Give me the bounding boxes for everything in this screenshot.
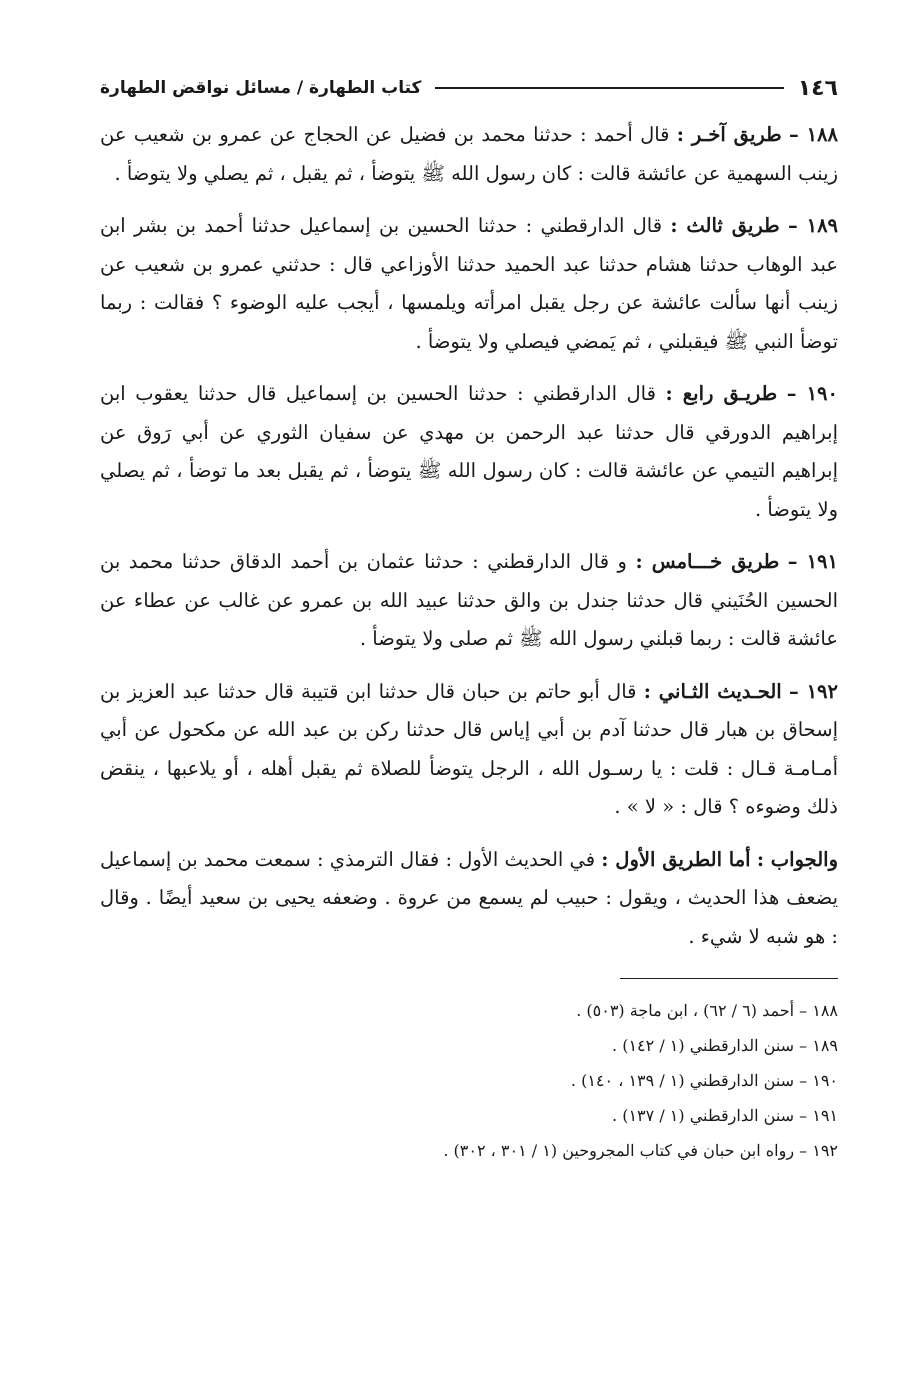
- footnotes-list: [100, 993, 838, 1168]
- paragraph-number: ١٩١ –: [787, 550, 838, 573]
- paragraph-190: [100, 375, 838, 529]
- footnote-190: ١٩٠ – سنن الدارقطني (١ / ١٣٩ ، ١٤٠) .: [570, 1071, 838, 1090]
- paragraph-label: طريـق رابع :: [665, 382, 778, 405]
- paragraph-text: و قال الدارقطني : حدثنا عثمان بن أحمد الدقاق حدثنا محمد بن الحسين الحُنَيني قال حدثنا جندل بن والق حدثنا عبيد الله بن عمرو عن غالب عن عطاء عن عائشة قالت : ربما قبلني رسول الله ﷺ ثم صلى ولا يتوضأ .: [100, 550, 838, 650]
- paragraph-number: ١٨٩ –: [787, 214, 839, 237]
- paragraph-label: الحـديث الثـاني :: [643, 679, 782, 703]
- paragraph-number: ١٩٢ –: [788, 679, 838, 703]
- paragraph-text: قال أبو حاتم بن حبان قال حدثنا ابن قتيبة قال حدثنا عبد العزيز بن إسحاق بن هبار قال حدثنا آدم بن أبي إياس قال حدثنا ركن بن عبد الله عن مكحول عن أبي أمـامـة قـال : قلت : يا رسـول الله ، الرجل يتوضأ للصلاة ثم يقبل أهله ، أو يلاعبها ، ينقض ذلك وضوءه ؟ قال : « لا » .: [100, 679, 838, 818]
- header-rule: [435, 87, 783, 89]
- running-header: [100, 70, 838, 106]
- paragraph-text: قال الدارقطني : حدثنا الحسين بن إسماعيل حدثنا أحمد بن بشر ابن عبد الوهاب حدثنا هشام حدثنا عبد الحميد حدثنا الأوزاعي قال : حدثني عمرو بن شعيب عن زينب أنها سألت عائشة عن رجل يقبل امرأته ويلمسها ، أيجب عليه الوضوء ؟ فقالت : ربما توضأ النبي ﷺ فيقبلني ، ثم يَمضي فيصلي ولا يتوضأ .: [100, 214, 838, 353]
- answer-lead: والجواب :: [756, 847, 839, 871]
- paragraph-label: طريق ثالث :: [670, 214, 780, 237]
- answer-paragraph: [100, 841, 838, 957]
- paragraph-188: [100, 116, 838, 193]
- footnote-divider: [620, 978, 838, 979]
- paragraph-label: طريق آخـر :: [676, 123, 782, 146]
- paragraph-text: قال أحمد : حدثنا محمد بن فضيل عن الحجاج عن عمرو بن شعيب عن زينب السهمية عن عائشة قالت : كان رسول الله ﷺ يتوضأ ، ثم يقبل ، ثم يصلي ولا يتوضأ .: [100, 123, 838, 185]
- answer-label: أما الطريق الأول :: [601, 847, 751, 871]
- paragraph-text: قال الدارقطني : حدثنا الحسين بن إسماعيل قال حدثنا يعقوب ابن إبراهيم الدورقي قال حدثنا عبد الرحمن بن مهدي عن سفيان الثوري عن أبي رَوق عن إبراهيم التيمي عن عائشة قالت : كان رسول الله ﷺ يتوضأ ، ثم يقبل بعد ما توضأ ، ثم يصلي ولا يتوضأ .: [100, 382, 838, 521]
- paragraph-189: [100, 207, 838, 361]
- footnote-189: ١٨٩ – سنن الدارقطني (١ / ١٤٢) .: [612, 1036, 838, 1055]
- paragraph-191: [100, 543, 838, 659]
- footnote-188: ١٨٨ – أحمد (٦ / ٦٢) ، ابن ماجة (٥٠٣) .: [576, 1001, 838, 1020]
- book-title: كتاب الطهارة / مسائل نواقض الطهارة: [100, 78, 422, 98]
- page-number: ١٤٦: [797, 75, 838, 101]
- paragraph-number: ١٩٠ –: [786, 382, 838, 405]
- footnote-192: ١٩٢ – رواه ابن حبان في كتاب المجروحين (١ / ٣٠١ ، ٣٠٢) .: [443, 1141, 838, 1160]
- book-page: [100, 70, 838, 1168]
- body-text: [100, 116, 838, 956]
- paragraph-label: طريق خـــامس :: [635, 550, 780, 573]
- footnote-191: ١٩١ – سنن الدارقطني (١ / ١٣٧) .: [612, 1106, 838, 1125]
- paragraph-192: [100, 673, 838, 827]
- answer-text: في الحديث الأول : فقال الترمذي : سمعت محمد بن إسماعيل يضعف هذا الحديث ، ويقول : حبيب لم يسمع من عروة . وضعفه يحيى بن سعيد أيضًا . وقال : هو شبه لا شيء .: [100, 847, 838, 948]
- paragraph-number: ١٨٨ –: [788, 123, 838, 146]
